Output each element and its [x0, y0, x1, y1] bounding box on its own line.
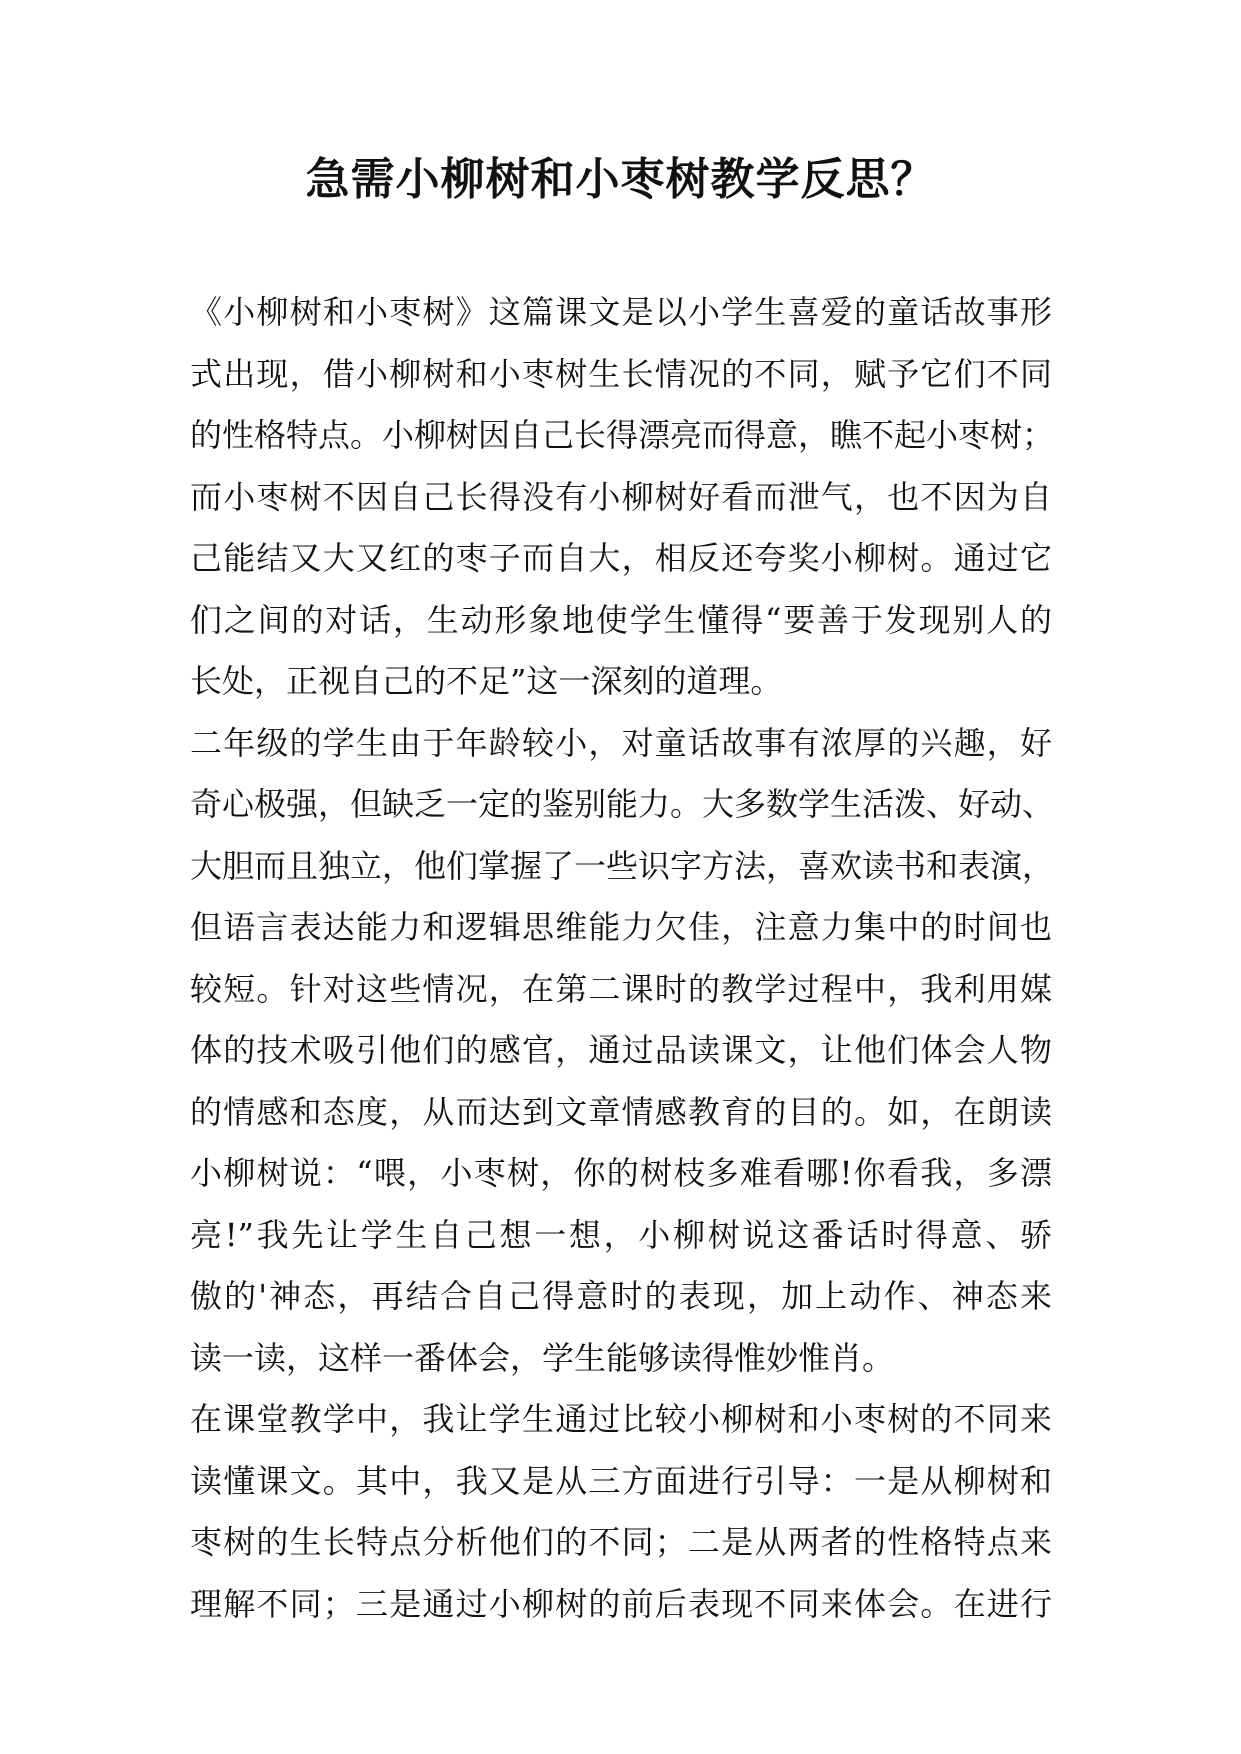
text-line: 小柳树说：“喂，小枣树，你的树枝多难看哪!你看我，多漂 — [190, 1154, 1052, 1192]
text-line: 式出现，借小柳树和小枣树生长情况的不同，赋予它们不同 — [190, 354, 1052, 393]
text-line: 傲的'神态，再结合自己得意时的表现，加上动作、神态来 — [190, 1277, 1052, 1315]
text-line: 的性格特点。小柳树因自己长得漂亮而得意，瞧不起小枣树； — [190, 416, 1055, 454]
text-line: 二年级的学生由于年龄较小，对童话故事有浓厚的兴趣，好 — [190, 723, 1052, 762]
paragraph-2 — [190, 713, 1055, 1390]
text-line: 己能结又大又红的枣子而自大，相反还夸奖小柳树。通过它 — [190, 539, 1052, 577]
document-body — [190, 282, 1055, 1635]
text-line: 枣树的生长特点分析他们的不同；二是从两者的性格特点来 — [190, 1523, 1052, 1561]
document-title: 急需小柳树和小枣树教学反思？ — [305, 154, 936, 205]
paragraph-3 — [190, 1389, 1052, 1635]
text-line: 较短。针对这些情况，在第二课时的教学过程中，我利用媒 — [190, 969, 1052, 1008]
text-line: 奇心极强，但缺乏一定的鉴别能力。大多数学生活泼、好动、 — [190, 785, 1055, 823]
text-line: 大胆而且独立，他们掌握了一些识字方法，喜欢读书和表演， — [190, 846, 1055, 885]
text-line: 而小枣树不因自己长得没有小柳树好看而泄气，也不因为自 — [190, 477, 1052, 516]
text-line: 读懂课文。其中，我又是从三方面进行引导：一是从柳树和 — [190, 1461, 1052, 1500]
text-line: 在课堂教学中，我让学生通过比较小柳树和小枣树的不同来 — [190, 1400, 1052, 1438]
text-line: 的情感和态度，从而达到文章情感教育的目的。如，在朗读 — [190, 1092, 1052, 1131]
paragraph-1 — [190, 282, 1055, 713]
text-line: 长处，正视自己的不足”这一深刻的道理。 — [190, 662, 783, 700]
text-line: 《小柳树和小枣树》这篇课文是以小学生喜爱的童话故事形 — [190, 293, 1052, 331]
text-line: 理解不同；三是通过小柳树的前后表现不同来体会。在进行 — [190, 1584, 1052, 1623]
text-line: 体的技术吸引他们的感官，通过品读课文，让他们体会人物 — [190, 1031, 1052, 1069]
text-line: 亮!”我先让学生自己想一想，小柳树说这番话时得意、骄 — [190, 1215, 1052, 1254]
text-line: 们之间的对话，生动形象地使学生懂得“要善于发现别人的 — [190, 600, 1052, 639]
text-line: 但语言表达能力和逻辑思维能力欠佳，注意力集中的时间也 — [190, 908, 1052, 946]
text-line: 读一读，这样一番体会，学生能够读得惟妙惟肖。 — [190, 1338, 895, 1377]
